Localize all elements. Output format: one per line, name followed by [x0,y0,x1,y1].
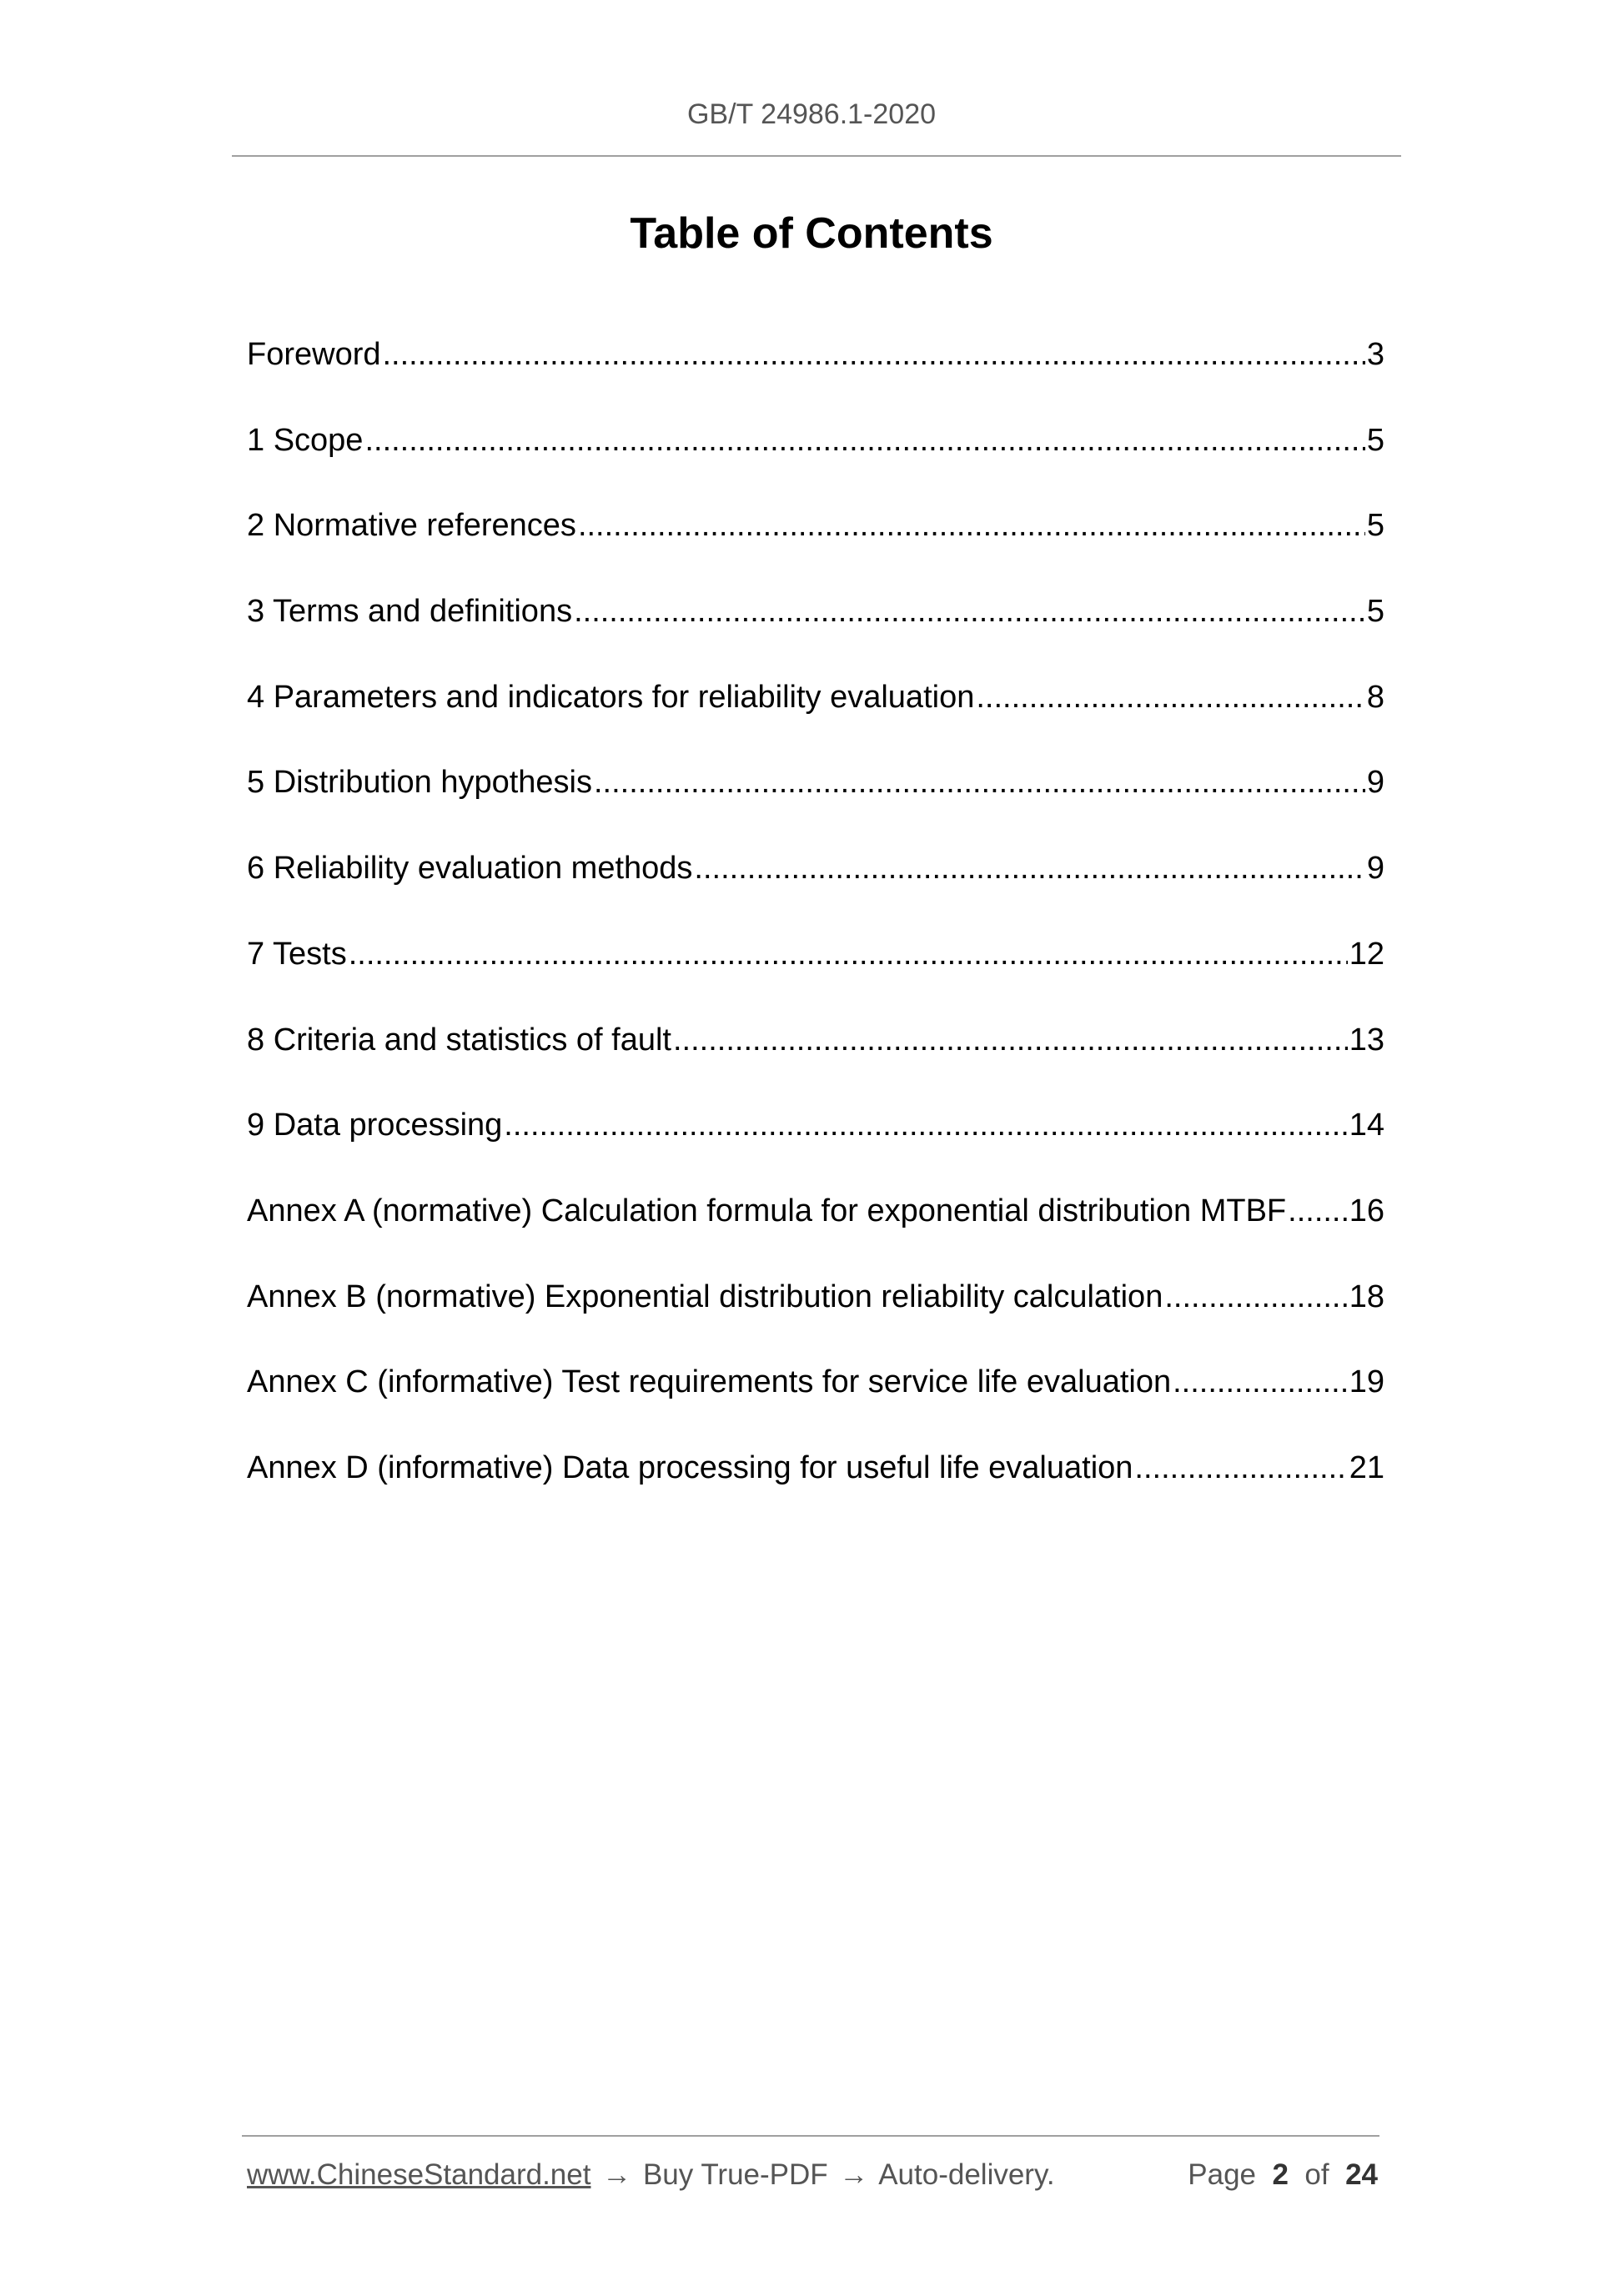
website-link[interactable]: www.ChineseStandard.net [247,2158,591,2191]
table-of-contents [247,337,1384,1536]
toc-entry-page: 8 [1366,679,1384,715]
toc-entry-page: 9 [1366,851,1384,887]
page-title: Table of Contents [630,209,993,258]
toc-dot-leader [673,1022,1348,1058]
toc-entry-distribution-hypothesis[interactable] [247,765,1384,851]
toc-dot-leader [578,508,1365,544]
toc-entry-label: 9 Data processing [247,1108,503,1143]
total-page-count: 24 [1345,2158,1378,2191]
toc-entry-label: 7 Tests [247,936,347,972]
toc-dot-leader [504,1108,1347,1143]
toc-entry-annex-d[interactable] [247,1450,1384,1536]
toc-dot-leader [1164,1279,1347,1315]
page-footer [247,2158,1378,2192]
header-divider [232,155,1401,157]
toc-dot-leader [364,423,1364,459]
toc-entry-annex-b[interactable] [247,1279,1384,1365]
toc-entry-page: 3 [1366,337,1384,372]
toc-entry-page: 14 [1349,1108,1384,1143]
toc-entry-page: 16 [1349,1193,1384,1228]
toc-entry-tests[interactable] [247,937,1384,1022]
buy-true-pdf-text: Buy True-PDF [642,2158,828,2191]
footer-divider [242,2135,1379,2137]
toc-entry-page: 5 [1366,508,1384,544]
toc-entry-normative-references[interactable] [247,508,1384,594]
toc-dot-leader [694,851,1364,887]
toc-dot-leader [1288,1193,1348,1229]
document-id-header: GB/T 24986.1-2020 [686,98,937,130]
toc-entry-criteria-and-statistics[interactable] [247,1022,1384,1108]
toc-entry-annex-a[interactable] [247,1193,1384,1279]
toc-entry-label: 3 Terms and definitions [247,594,573,630]
toc-entry-label: 6 Reliability evaluation methods [247,851,693,887]
toc-entry-data-processing[interactable] [247,1108,1384,1193]
toc-entry-page: 5 [1366,422,1384,458]
right-arrow-icon: → [839,2158,869,2191]
toc-entry-label: 5 Distribution hypothesis [247,765,592,801]
right-arrow-icon: → [602,2158,632,2191]
toc-dot-leader [1134,1450,1347,1486]
toc-entry-page: 18 [1349,1279,1384,1314]
toc-entry-page: 21 [1349,1449,1384,1485]
footer-promo [247,2158,1055,2192]
toc-entry-page: 9 [1366,765,1384,801]
toc-entry-label: Annex C (informative) Test requirements for service life evaluation [247,1364,1172,1400]
toc-dot-leader [976,680,1365,716]
toc-entry-label: 1 Scope [247,422,364,458]
toc-entry-foreword[interactable] [247,337,1384,423]
toc-dot-leader [1173,1364,1348,1400]
toc-entry-page: 19 [1349,1364,1384,1400]
toc-entry-label: Foreword [247,337,381,372]
toc-dot-leader [574,594,1365,630]
toc-entry-terms-and-definitions[interactable] [247,594,1384,680]
toc-entry-page: 13 [1349,1022,1384,1058]
toc-dot-leader [594,765,1365,801]
toc-entry-label: Annex A (normative) Calculation formula for exponential distribution MTBF [247,1193,1287,1228]
of-label: of [1304,2158,1329,2191]
toc-entry-label: Annex D (informative) Data processing for useful life evaluation [247,1449,1133,1485]
toc-entry-page: 12 [1349,936,1384,972]
toc-entry-label: 2 Normative references [247,508,576,544]
toc-entry-scope[interactable] [247,423,1384,509]
auto-delivery-text: Auto-delivery. [878,2158,1055,2191]
toc-entry-label: 8 Criteria and statistics of fault [247,1022,671,1058]
toc-entry-annex-c[interactable] [247,1364,1384,1450]
toc-entry-reliability-evaluation-methods[interactable] [247,851,1384,937]
toc-entry-label: 4 Parameters and indicators for reliability evaluation [247,679,975,715]
page-number-indicator [1188,2158,1378,2192]
toc-entry-page: 5 [1366,594,1384,630]
toc-entry-parameters-and-indicators[interactable] [247,680,1384,766]
current-page-number: 2 [1272,2158,1289,2191]
toc-dot-leader [383,337,1365,373]
toc-entry-label: Annex B (normative) Exponential distribution reliability calculation [247,1279,1163,1314]
page-label: Page [1188,2158,1257,2191]
toc-dot-leader [349,937,1348,972]
